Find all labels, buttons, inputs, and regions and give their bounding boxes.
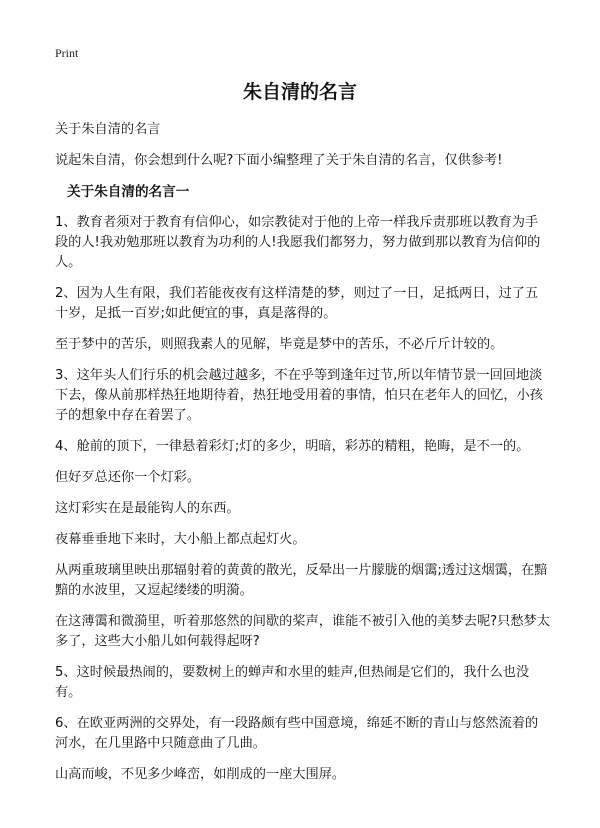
intro-heading: 关于朱自清的名言 — [55, 122, 161, 137]
paragraph-7: 这灯彩实在是最能钩人的东西。 — [55, 501, 240, 516]
paragraph-10: 在这薄霭和微漪里，听着那悠然的间歇的桨声，谁能不被引入他的美梦去呢?只愁梦太多了，这些大小船儿如何载得起呀? — [55, 614, 550, 649]
paragraph-13: 山高而峻，不见多少峰峦，如削成的一座大围屏。 — [55, 767, 346, 782]
paragraph-1: 1、教育者须对于教育有信仰心，如宗教徒对于他的上帝一样我斥责那班以教育为手段的人!我劝勉那班以教育为功利的人!我愿我们都努力，努力做到那以教育为信仰的人。 — [55, 215, 541, 270]
paragraph-5: 4、舱前的顶下，一律悬着彩灯;灯的多少，明暗，彩苏的精粗，艳晦，是不一的。 — [55, 439, 530, 454]
paragraph-11: 5、这时候最热闹的，要数树上的蝉声和水里的蛙声,但热闹是它们的，我什么也没有。 — [55, 665, 530, 700]
paragraph-2: 2、因为人生有限，我们若能夜夜有这样清楚的梦，则过了一日，足抵两日，过了五十岁，足抵一百岁;如此便宜的事，真是落得的。 — [55, 286, 539, 321]
print-link[interactable]: Print — [55, 46, 79, 60]
article-body — [55, 120, 550, 796]
paragraph-4: 3、这年头人们行乐的机会越过越多，不在乎等到逢年过节,所以年情节景一回回地淡下去，像从前那样热狂地期待着，热狂地受用着的事情，怕只在老年人的回忆，小孩子的想象中存在着罢了。 — [55, 368, 543, 423]
paragraph-8: 夜幕垂垂地下来时，大小船上都点起灯火。 — [55, 532, 306, 547]
paragraph-12: 6、在欧亚两洲的交界处，有一段路颇有些中国意境，绵延不断的青山与悠然流着的河水，在几里路中只随意曲了几曲。 — [55, 716, 539, 751]
intro-paragraph: 说起朱自清，你会想到什么呢?下面小编整理了关于朱自清的名言，仅供参考! — [55, 153, 503, 168]
paragraph-6: 但好歹总还你一个灯彩。 — [55, 470, 201, 485]
paragraph-3: 至于梦中的苦乐，则照我素人的见解，毕竟是梦中的苦乐，不必斤斤计较的。 — [55, 337, 504, 352]
page-title: 朱自清的名言 — [242, 81, 357, 103]
paragraph-9: 从两重玻璃里映出那辐射着的黄黄的散光，反晕出一片朦胧的烟霭;透过这烟霭，在黯黯的水波里，又逗起缕缕的明漪。 — [55, 563, 548, 598]
section-title: 关于朱自清的名言一 — [67, 184, 190, 200]
